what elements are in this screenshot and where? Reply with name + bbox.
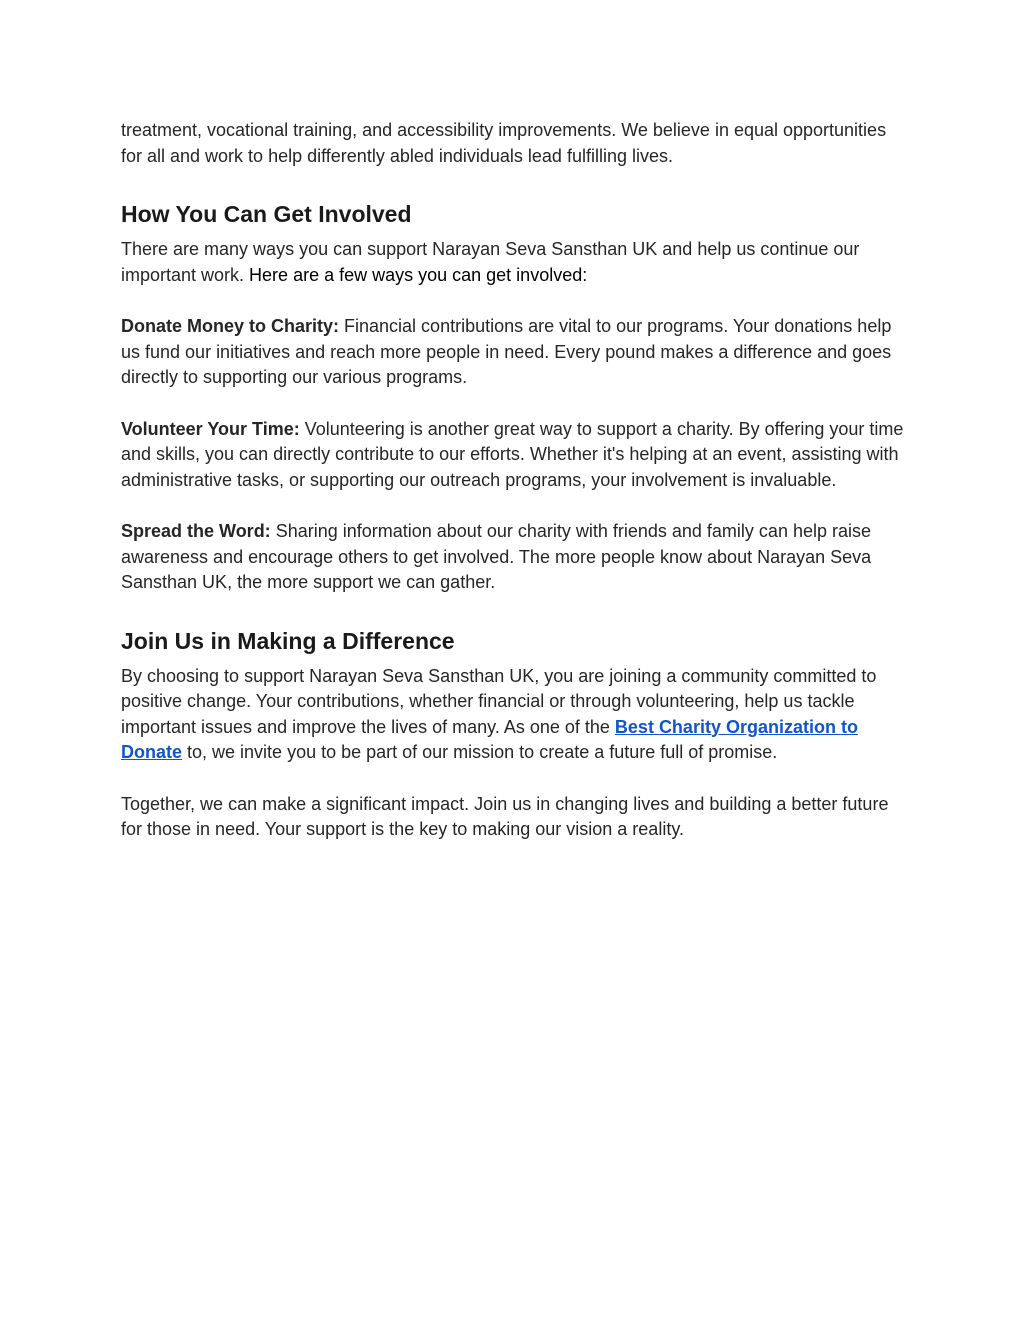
section-heading-get-involved: How You Can Get Involved (121, 201, 412, 227)
item-title: Volunteer Your Time: (121, 418, 300, 439)
join-text-before: By choosing to support Narayan Seva Sansthan UK, you are joining a community committed to positive change. Your contributions, whether financial or through volunteering, help us tackle important issues and improve the lives of many. As one of the (121, 665, 877, 737)
involvement-item-donate (121, 314, 911, 391)
join-us-paragraph (121, 664, 911, 766)
intro-paragraph: treatment, vocational training, and accessibility improvements. We believe in equal opportunities for all and work to help differently abled individuals lead fulfilling lives. (121, 120, 887, 166)
document-page (121, 118, 911, 843)
get-involved-text-tail: Here are a few ways you can get involved: (249, 264, 588, 285)
get-involved-paragraph (121, 237, 911, 288)
involvement-item-volunteer (121, 417, 911, 494)
item-text: Sharing information about our charity with friends and family can help raise awareness and encourage others to get involved. The more people know about Narayan Seva Sansthan UK, the more support we can gather. (121, 521, 872, 592)
item-text: Volunteering is another great way to support a charity. By offering your time and skills, you can directly contribute to our efforts. Whether it's helping at an event, assisting with administrative tasks, or supporting our outreach programs, your involvement is invaluable. (121, 418, 904, 490)
section-heading-join-us: Join Us in Making a Difference (121, 627, 455, 654)
item-text: Financial contributions are vital to our programs. Your donations help us fund our initiatives and reach more people in need. Every pound makes a difference and goes directly to supporting our various programs. (121, 316, 892, 387)
item-title: Donate Money to Charity: (121, 316, 340, 336)
best-charity-link[interactable]: Best Charity Organization to Donate (121, 716, 858, 762)
get-involved-text: There are many ways you can support Narayan Seva Sansthan UK and help us continue our important work. (121, 239, 860, 285)
involvement-item-spread-word (121, 519, 911, 596)
closing-paragraph: Together, we can make a significant impact. Join us in changing lives and building a better future for those in need. Your support is the key to making our vision a reality. (121, 793, 889, 839)
join-text-after: to, we invite you to be part of our mission to create a future full of promise. (182, 742, 778, 762)
item-title: Spread the Word: (121, 521, 271, 541)
